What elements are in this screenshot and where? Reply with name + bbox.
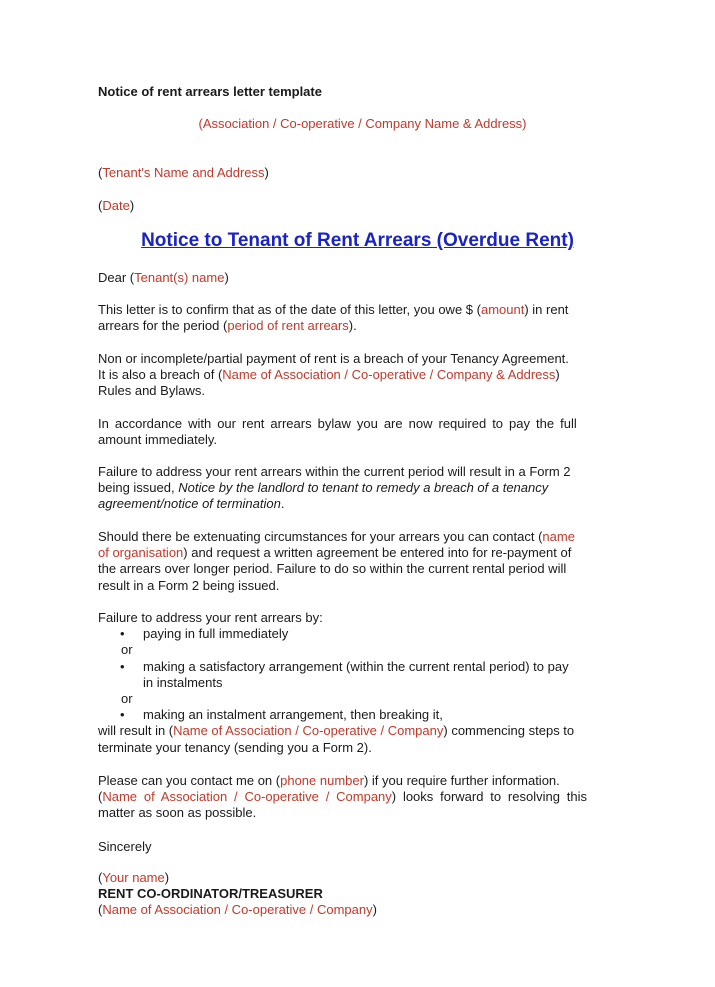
- date-line: [98, 198, 617, 214]
- italic-run: Notice by the landlord to tenant to remedy a breach of a tenancy: [178, 480, 549, 496]
- phone-placeholder: phone number: [280, 773, 364, 788]
- paragraph-contact: [98, 773, 617, 822]
- text-run: Should there be extenuating circumstances for your arrears you can contact (: [98, 529, 543, 544]
- organisation-placeholder: of organisation: [98, 545, 184, 561]
- paragraph-line: [98, 529, 617, 545]
- paragraph-breach: [98, 351, 617, 400]
- organisation-placeholder: name: [542, 529, 575, 544]
- or-separator: or: [121, 690, 133, 706]
- name-placeholder: Your name: [102, 870, 165, 885]
- list-item: [98, 626, 617, 642]
- signature-organisation: [98, 902, 617, 918]
- greeting-prefix: Dear (: [98, 270, 135, 285]
- or-separator: or: [121, 642, 133, 658]
- text-run: ) in rent: [524, 302, 569, 317]
- paragraph-line: [98, 302, 617, 318]
- paragraph-line: In accordance with our rent arrears bylaw you are now required to pay the full: [98, 416, 577, 431]
- text-run: (: [98, 789, 103, 805]
- text-run: ) and request a written agreement be entered into for re-payment of: [183, 545, 572, 561]
- text-run: It is also a breach of (: [98, 367, 223, 383]
- paragraph-line: [98, 773, 617, 789]
- text-run: will result in (: [98, 723, 174, 739]
- text-run: ) if you require further information.: [363, 773, 560, 788]
- document-header: Notice of rent arrears letter template: [98, 84, 322, 99]
- greeting-placeholder: Tenant(s) name: [134, 270, 225, 285]
- text-run: ) commencing steps to: [443, 723, 575, 739]
- date-placeholder: Date: [102, 198, 130, 213]
- association-placeholder: Name of Association / Co-operative / Company: [173, 723, 444, 739]
- tenant-open: (: [98, 165, 103, 180]
- association-placeholder: Name of Association / Co-operative / Company: [102, 902, 373, 918]
- paragraph-line: [98, 496, 617, 512]
- text-run: This letter is to confirm that as of the date of this letter, you owe $ (: [98, 302, 481, 317]
- greeting: [98, 270, 617, 286]
- italic-run: agreement/notice of termination: [98, 496, 281, 512]
- paragraph-line: the arrears over longer period. Failure to do so within the current rental period will: [98, 561, 567, 577]
- signature-role: RENT CO-ORDINATOR/TREASURER: [98, 886, 323, 902]
- text-run: ): [555, 367, 560, 383]
- text-run: ).: [348, 318, 357, 334]
- association-placeholder: Name of Association / Co-operative / Company & Address: [222, 367, 556, 383]
- paragraph-line: [98, 480, 617, 496]
- tenant-placeholder: Tenant's Name and Address: [102, 165, 265, 180]
- paragraph-bylaw: [98, 416, 617, 448]
- paragraph-line: [98, 789, 617, 805]
- list-item: [98, 659, 617, 675]
- text-run: ): [164, 870, 170, 885]
- bullet-icon: •: [120, 626, 125, 642]
- text-run: ) looks forward to resolving this: [391, 789, 587, 805]
- paragraph-line: Failure to address your rent arrears by:: [98, 610, 323, 625]
- text-run: .: [280, 496, 285, 512]
- period-placeholder: period of rent arrears: [227, 318, 349, 334]
- paragraph-line: [98, 545, 617, 561]
- letter-title: Notice to Tenant of Rent Arrears (Overdue Rent): [141, 230, 574, 251]
- paragraph-amount-owed: [98, 302, 617, 334]
- text-run: ): [372, 902, 377, 918]
- text-run: arrears for the period (: [98, 318, 228, 334]
- list-item: [98, 707, 617, 723]
- tenant-address-line: [98, 165, 617, 181]
- list-item-text: making a satisfactory arrangement (within the current rental period) to pay: [143, 658, 569, 674]
- signature-block: [98, 870, 617, 919]
- amount-placeholder: amount: [480, 302, 525, 317]
- sender-address: (Association / Co-operative / Company Name & Address): [198, 116, 527, 131]
- text-run: being issued,: [98, 480, 179, 496]
- list-item-text: paying in full immediately: [143, 626, 289, 642]
- paragraph-line: matter as soon as possible.: [98, 805, 257, 821]
- paragraph-line: terminate your tenancy (sending you a Form 2).: [98, 739, 372, 755]
- date-close: ): [129, 198, 135, 213]
- paragraph-line: Rules and Bylaws.: [98, 383, 205, 399]
- tenant-close: ): [264, 165, 269, 180]
- paragraph-extenuating: [98, 529, 617, 594]
- paragraph-failure-list: [98, 610, 617, 756]
- text-run: (: [98, 902, 103, 918]
- paragraph-line: [98, 318, 617, 334]
- paragraph-line: [98, 723, 617, 739]
- list-item-text: making an instalment arrangement, then breaking it,: [143, 707, 443, 723]
- paragraph-line: amount immediately.: [98, 432, 217, 448]
- bullet-icon: •: [120, 658, 125, 674]
- list-item-continuation: [98, 675, 617, 691]
- date-open: (: [98, 198, 103, 213]
- paragraph-line: Failure to address your rent arrears within the current period will result in a Form 2: [98, 464, 571, 479]
- paragraph-line: Non or incomplete/partial payment of rent is a breach of your Tenancy Agreement.: [98, 351, 569, 366]
- greeting-suffix: ): [224, 270, 229, 285]
- text-run: (: [98, 870, 103, 885]
- closing: Sincerely: [98, 839, 152, 854]
- paragraph-line: [98, 367, 617, 383]
- list-item-text: in instalments: [143, 674, 223, 690]
- signature-name: [98, 870, 617, 886]
- paragraph-form2: [98, 464, 617, 513]
- association-placeholder: Name of Association / Co-operative / Company: [102, 789, 392, 805]
- bullet-icon: •: [120, 707, 125, 723]
- paragraph-line: result in a Form 2 being issued.: [98, 577, 280, 593]
- text-run: Please can you contact me on (: [98, 773, 281, 788]
